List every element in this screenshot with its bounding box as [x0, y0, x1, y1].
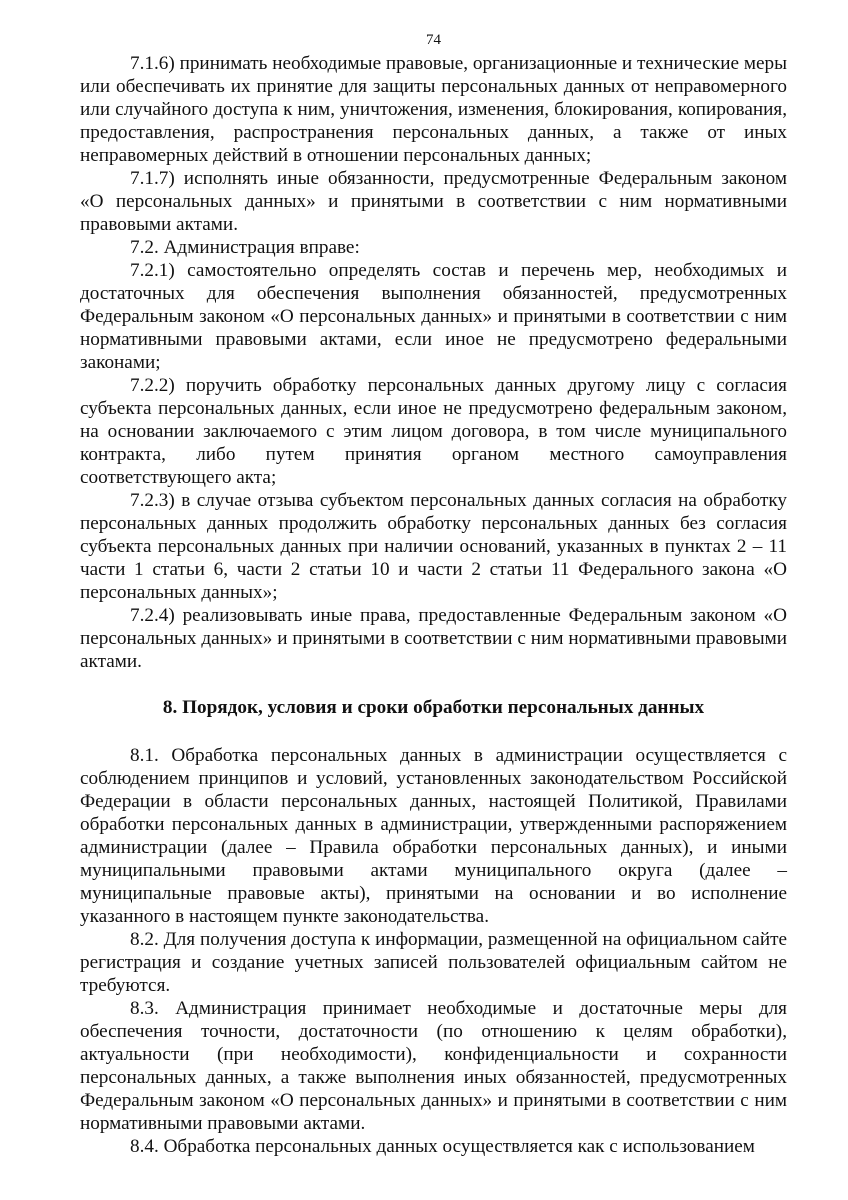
paragraph-8-4: 8.4. Обработка персональных данных осуществляется как с использованием	[130, 1136, 755, 1157]
paragraph-7-2-2: 7.2.2) поручить обработку персональных данных другому лицу с согласия субъекта персональных данных, если иное не предусмотрено федеральным законом, на основании заключаемого с этим лицом договора, в том числе муниципального контракта, либо путем принятия органом местного самоуправления соответствующего акта;	[80, 375, 787, 488]
paragraph-7-2: 7.2. Администрация вправе:	[130, 237, 360, 258]
section-8-heading: 8. Порядок, условия и сроки обработки персональных данных	[162, 697, 705, 718]
paragraph-8-2: 8.2. Для получения доступа к информации, размещенной на официальном сайте регистрация и создание учетных записей пользователей официальным сайтом не требуются.	[80, 929, 787, 996]
document-page	[80, 30, 787, 1158]
paragraph-7-1-6: 7.1.6) принимать необходимые правовые, организационные и технические меры или обеспечивать их принятие для защиты персональных данных от неправомерного или случайного доступа к ним, уничтожения, изменения, блокирования, копирования, предоставления, распространения персональных данных, а также от иных неправомерных действий в отношении персональных данных;	[80, 53, 787, 166]
paragraph-7-2-3: 7.2.3) в случае отзыва субъектом персональных данных согласия на обработку персональных данных продолжить обработку персональных данных без согласия субъекта персональных данных при наличии оснований, указанных в пунктах 2 – 11 части 1 статьи 6, части 2 статьи 10 и части 2 статьи 11 Федерального закона «О персональных данных»;	[80, 490, 787, 603]
page-number: 74	[426, 32, 441, 48]
paragraph-7-2-1: 7.2.1) самостоятельно определять состав и перечень мер, необходимых и достаточных для обеспечения выполнения обязанностей, предусмотренных Федеральным законом «О персональных данных» и принятыми в соответствии с ним нормативными правовыми актами, если иное не предусмотрено федеральными законами;	[80, 260, 787, 373]
paragraph-8-1: 8.1. Обработка персональных данных в администрации осуществляется с соблюдением принципов и условий, установленных законодательством Российской Федерации в области персональных данных, настоящей Политикой, Правилами обработки персональных данных в администрации, утвержденными распоряжением администрации (далее – Правила обработки персональных данных), и иными муниципальными правовыми актами муниципального округа (далее – муниципальные правовые акты), принятыми на основании и во исполнение указанного в настоящем пункте законодательства.	[80, 745, 787, 927]
paragraph-7-2-4: 7.2.4) реализовывать иные права, предоставленные Федеральным законом «О персональных данных» и принятыми в соответствии с ним нормативными правовыми актами.	[80, 605, 787, 672]
paragraph-8-3: 8.3. Администрация принимает необходимые и достаточные меры для обеспечения точности, достаточности (по отношению к целям обработки), актуальности (при необходимости), конфиденциальности и сохранности персональных данных, а также выполнения иных обязанностей, предусмотренных Федеральным законом «О персональных данных» и принятыми в соответствии с ним нормативными правовыми актами.	[80, 998, 787, 1134]
paragraph-7-1-7: 7.1.7) исполнять иные обязанности, предусмотренные Федеральным законом «О персональных данных» и принятыми в соответствии с ним нормативными правовыми актами.	[80, 168, 787, 235]
